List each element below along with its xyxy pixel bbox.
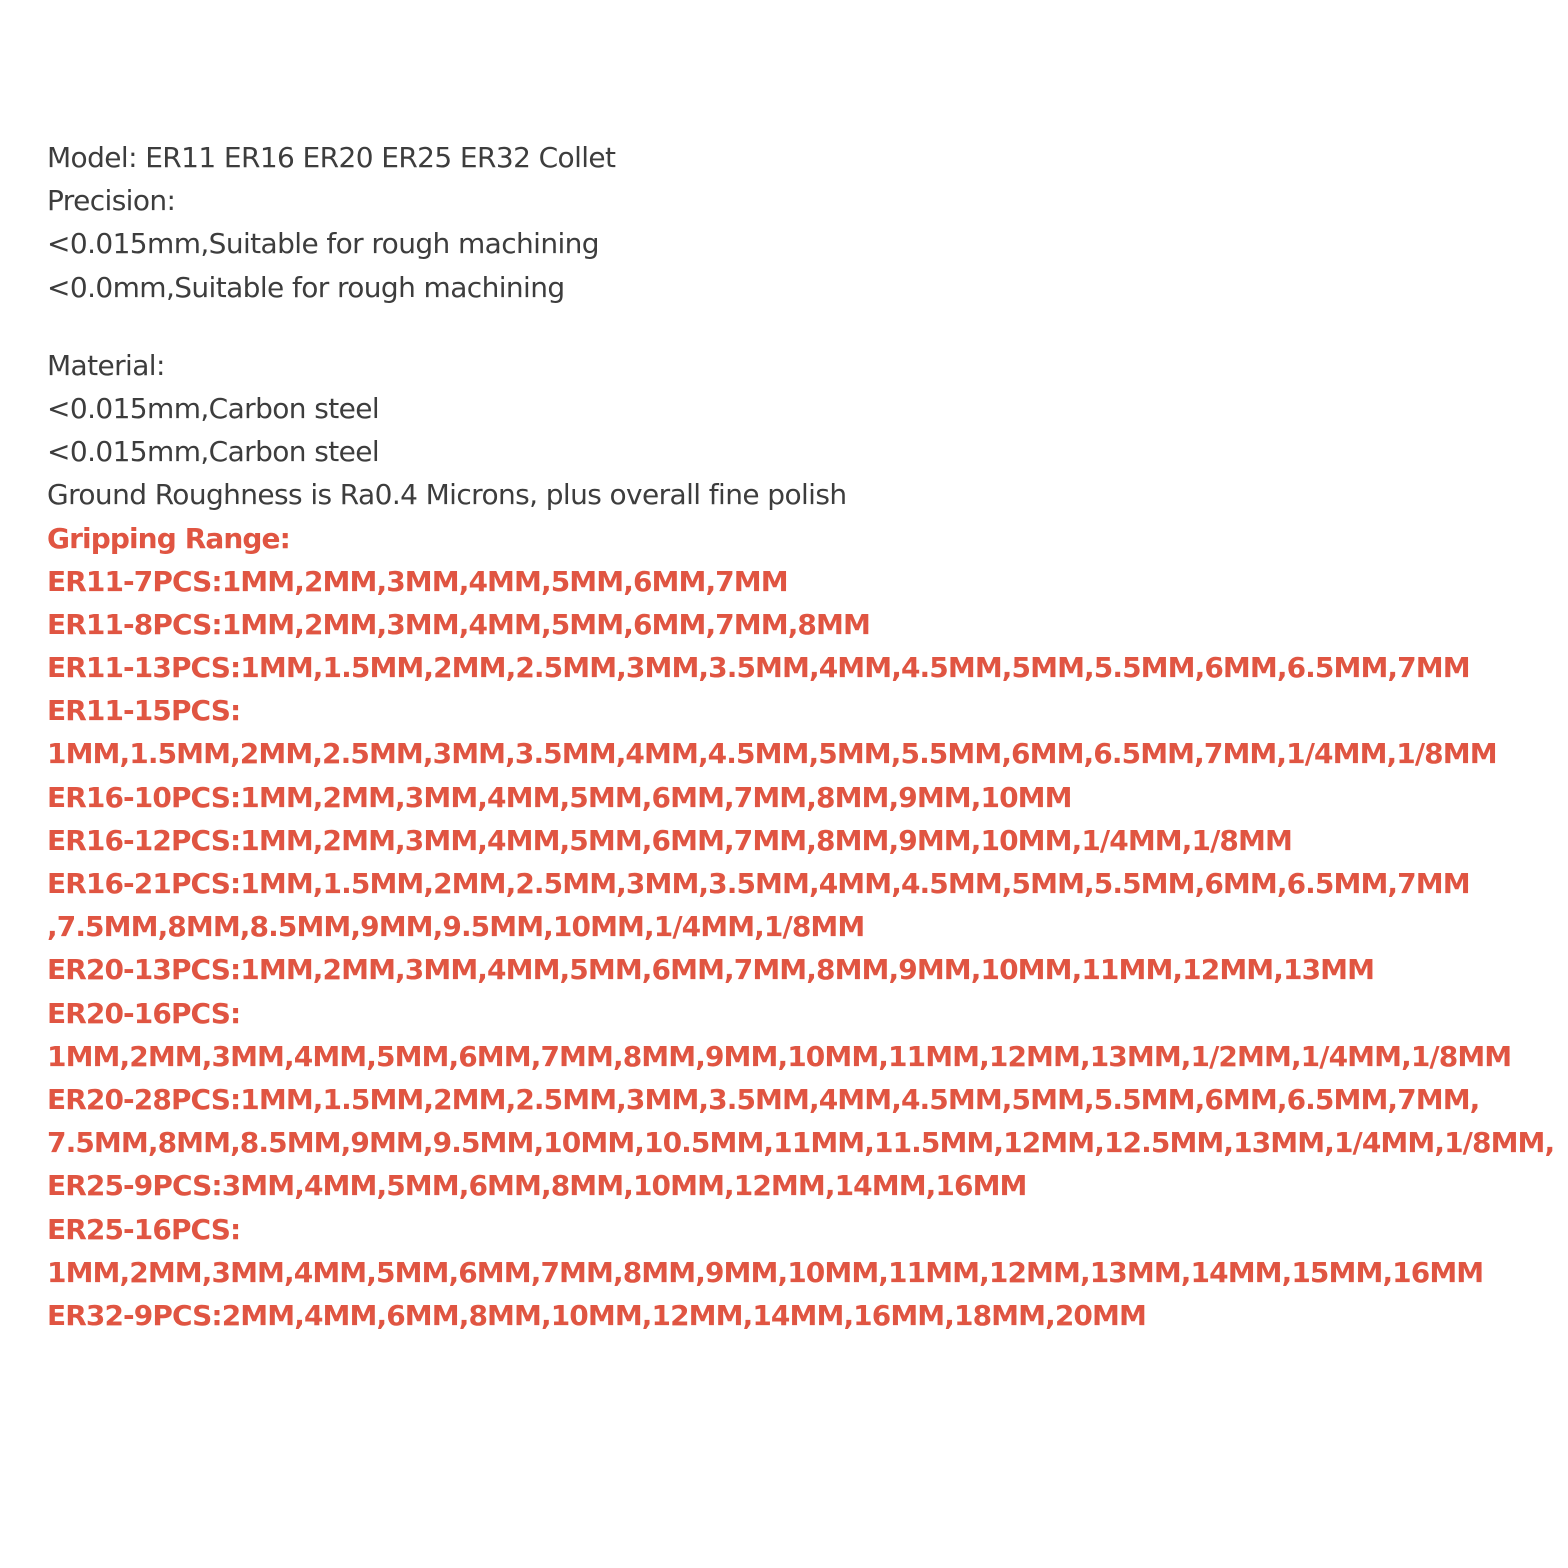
gripping-range-line: ER11-7PCS:1MM,2MM,3MM,4MM,5MM,6MM,7MM <box>47 564 788 598</box>
spec-document <box>47 136 1557 1337</box>
gripping-range-line: ER16-12PCS:1MM,2MM,3MM,4MM,5MM,6MM,7MM,8MM,9MM,10MM,1/4MM,1/8MM <box>47 823 1292 857</box>
gripping-range-line: 1MM,2MM,3MM,4MM,5MM,6MM,7MM,8MM,9MM,10MM,11MM,12MM,13MM,1/2MM,1/4MM,1/8MM <box>47 1039 1512 1073</box>
roughness-line: Ground Roughness is Ra0.4 Microns, plus overall fine polish <box>47 478 847 512</box>
material-line: <0.015mm,Carbon steel <box>47 391 380 425</box>
gripping-range-line: ER11-15PCS: <box>47 694 241 728</box>
gripping-range-line: ER20-16PCS: <box>47 996 241 1030</box>
gripping-range-line: 7.5MM,8MM,8.5MM,9MM,9.5MM,10MM,10.5MM,11MM,11.5MM,12MM,12.5MM,13MM,1/4MM,1/8MM, <box>47 1126 1555 1160</box>
material-line: <0.015mm,Carbon steel <box>47 435 380 469</box>
gripping-range-line: ER11-13PCS:1MM,1.5MM,2MM,2.5MM,3MM,3.5MM,4MM,4.5MM,5MM,5.5MM,6MM,6.5MM,7MM <box>47 651 1470 685</box>
gripping-range-line: ER16-21PCS:1MM,1.5MM,2MM,2.5MM,3MM,3.5MM,4MM,4.5MM,5MM,5.5MM,6MM,6.5MM,7MM <box>47 867 1470 900</box>
gripping-range-line: ER25-9PCS:3MM,4MM,5MM,6MM,8MM,10MM,12MM,14MM,16MM <box>47 1169 1027 1203</box>
gripping-range-line: ,7.5MM,8MM,8.5MM,9MM,9.5MM,10MM,1/4MM,1/8MM <box>47 910 865 944</box>
material-heading: Material: <box>47 348 165 382</box>
gripping-range-line: ER11-8PCS:1MM,2MM,3MM,4MM,5MM,6MM,7MM,8MM <box>47 607 870 641</box>
gripping-range-line: ER25-16PCS: <box>47 1212 241 1246</box>
precision-line: <0.0mm,Suitable for rough machining <box>47 270 565 304</box>
precision-line: <0.015mm,Suitable for rough machining <box>47 227 599 261</box>
gripping-range-line: ER20-13PCS:1MM,2MM,3MM,4MM,5MM,6MM,7MM,8MM,9MM,10MM,11MM,12MM,13MM <box>47 953 1375 987</box>
precision-heading: Precision: <box>47 184 176 218</box>
section-spacer <box>47 309 1557 344</box>
gripping-range-line: ER16-10PCS:1MM,2MM,3MM,4MM,5MM,6MM,7MM,8MM,9MM,10MM <box>47 780 1072 814</box>
gripping-range-line: 1MM,2MM,3MM,4MM,5MM,6MM,7MM,8MM,9MM,10MM,11MM,12MM,13MM,14MM,15MM,16MM <box>47 1255 1484 1289</box>
gripping-range-line: ER20-28PCS:1MM,1.5MM,2MM,2.5MM,3MM,3.5MM,4MM,4.5MM,5MM,5.5MM,6MM,6.5MM,7MM, <box>47 1082 1480 1116</box>
gripping-range-heading: Gripping Range: <box>47 521 290 555</box>
gripping-range-line: ER32-9PCS:2MM,4MM,6MM,8MM,10MM,12MM,14MM,16MM,18MM,20MM <box>47 1298 1146 1332</box>
model-line: Model: ER11 ER16 ER20 ER25 ER32 Collet <box>47 141 616 174</box>
gripping-range-line: 1MM,1.5MM,2MM,2.5MM,3MM,3.5MM,4MM,4.5MM,5MM,5.5MM,6MM,6.5MM,7MM,1/4MM,1/8MM <box>47 737 1497 771</box>
